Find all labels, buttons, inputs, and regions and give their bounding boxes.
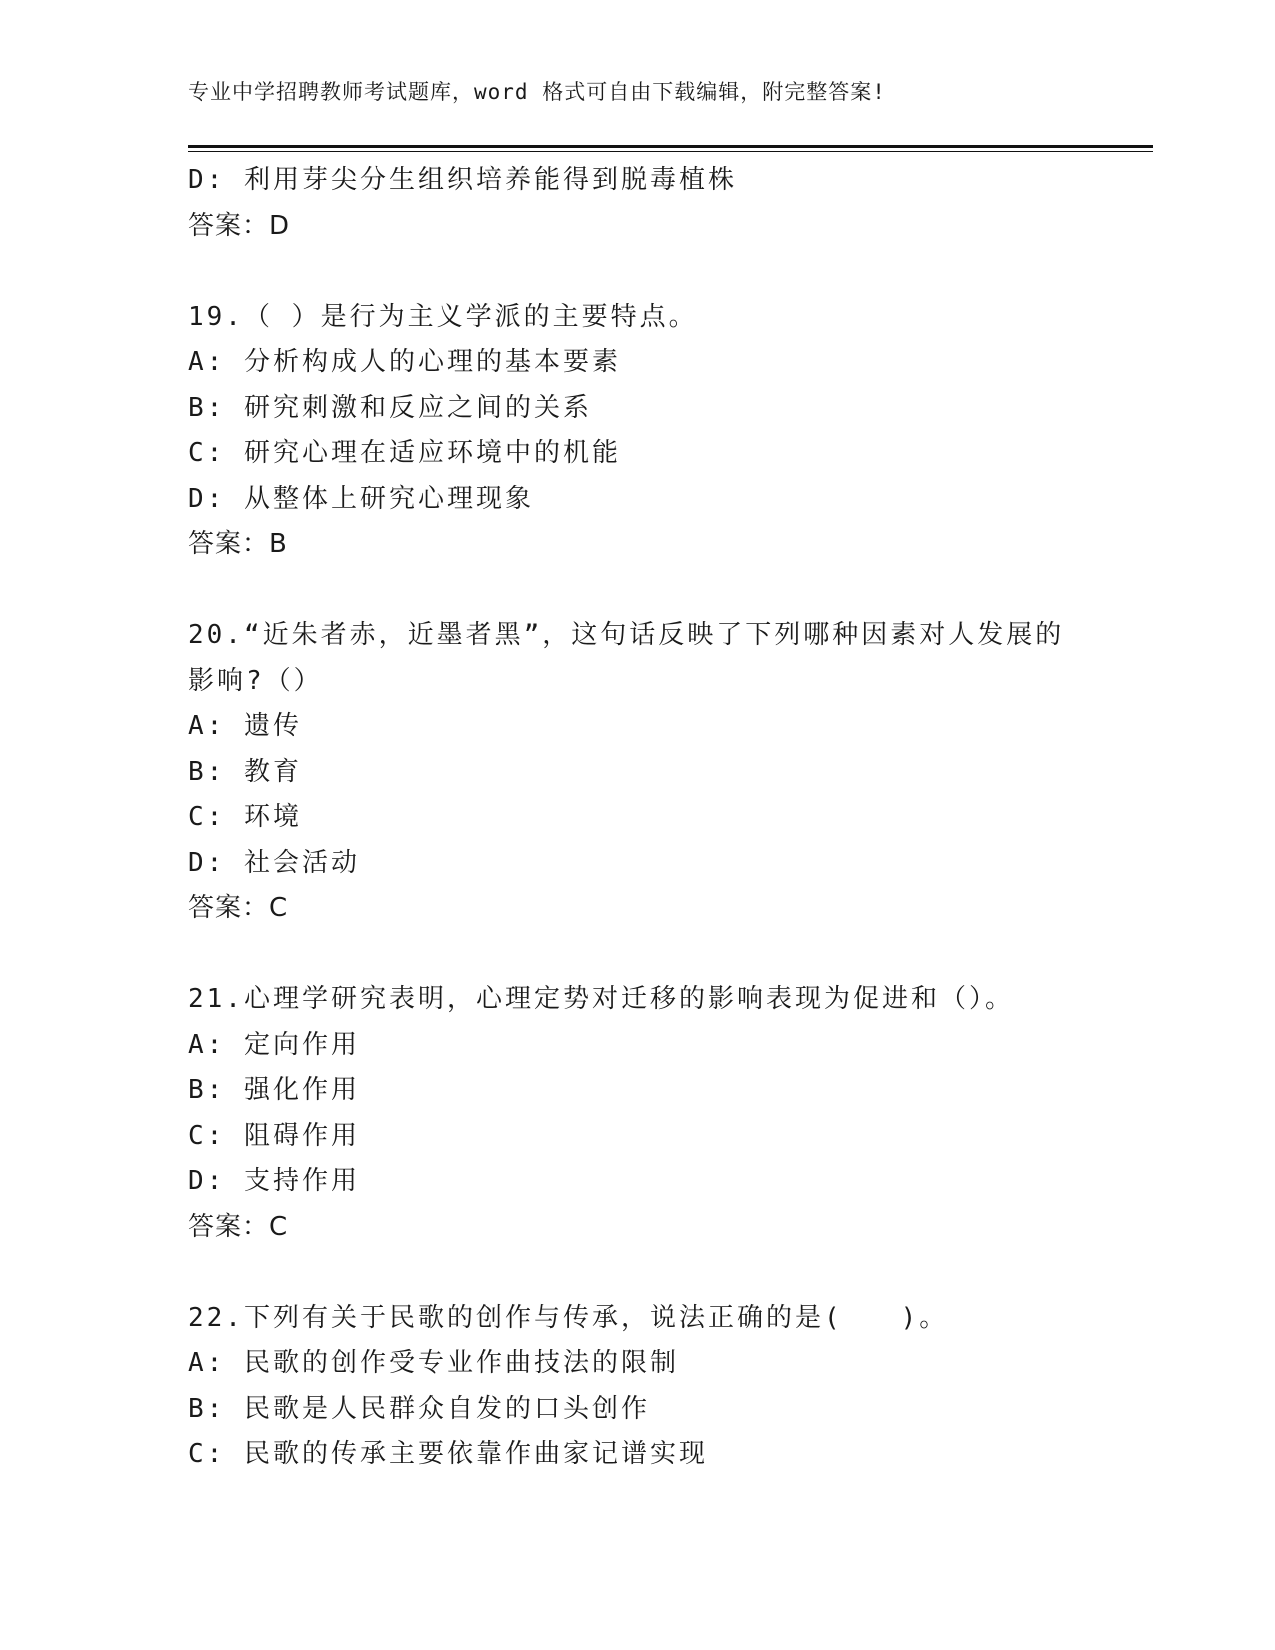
option-b: B: 民歌是人民群众自发的口头创作	[188, 1393, 650, 1424]
answer-line: 答案：C	[188, 893, 289, 923]
question-stem-line-2: 影响?（）	[188, 665, 323, 696]
option-a: A: 定向作用	[188, 1029, 360, 1060]
question-19	[188, 295, 1153, 568]
question-20	[188, 613, 1153, 932]
question-stem: 22.下列有关于民歌的创作与传承，说法正确的是( )。	[188, 1302, 949, 1333]
previous-question-tail	[188, 158, 1153, 249]
answer-line: 答案：C	[188, 1211, 289, 1242]
question-stem-line-1: 20.“近朱者赤，近墨者黑”，这句话反映了下列哪种因素对人发展的	[188, 620, 1065, 650]
page-header: 专业中学招聘教师考试题库，word 格式可自由下载编辑，附完整答案!	[188, 80, 886, 104]
spacer	[188, 932, 1153, 978]
option-b: B: 强化作用	[188, 1075, 360, 1105]
option-d: D: 支持作用	[188, 1166, 360, 1196]
option-c: C: 研究心理在适应环境中的机能	[188, 438, 621, 468]
option-d: D: 从整体上研究心理现象	[188, 483, 534, 514]
answer-line: 答案：D	[188, 210, 291, 241]
option-d: D: 利用芽尖分生组织培养能得到脱毒植株	[188, 165, 737, 195]
header-rule-thin	[188, 151, 1153, 152]
option-c: C: 民歌的传承主要依靠作曲家记谱实现	[188, 1439, 708, 1469]
question-stem: 19.（ ）是行为主义学派的主要特点。	[188, 301, 698, 332]
option-a: A: 民歌的创作受专业作曲技法的限制	[188, 1348, 679, 1378]
option-b: B: 研究刺激和反应之间的关系	[188, 392, 592, 423]
question-content	[188, 158, 1153, 1478]
option-c: C: 阻碍作用	[188, 1120, 360, 1151]
spacer	[188, 568, 1153, 614]
question-22	[188, 1296, 1153, 1478]
option-c: C: 环境	[188, 802, 302, 832]
header-rule-thick	[188, 145, 1153, 148]
spacer	[188, 249, 1153, 295]
answer-line: 答案：B	[188, 529, 288, 559]
spacer	[188, 1250, 1153, 1296]
option-d: D: 社会活动	[188, 847, 360, 878]
option-b: B: 教育	[188, 756, 302, 787]
option-a: A: 分析构成人的心理的基本要素	[188, 347, 621, 377]
question-21	[188, 977, 1153, 1250]
question-stem: 21.心理学研究表明，心理定势对迁移的影响表现为促进和（）。	[188, 984, 1014, 1014]
option-a: A: 遗传	[188, 711, 302, 741]
